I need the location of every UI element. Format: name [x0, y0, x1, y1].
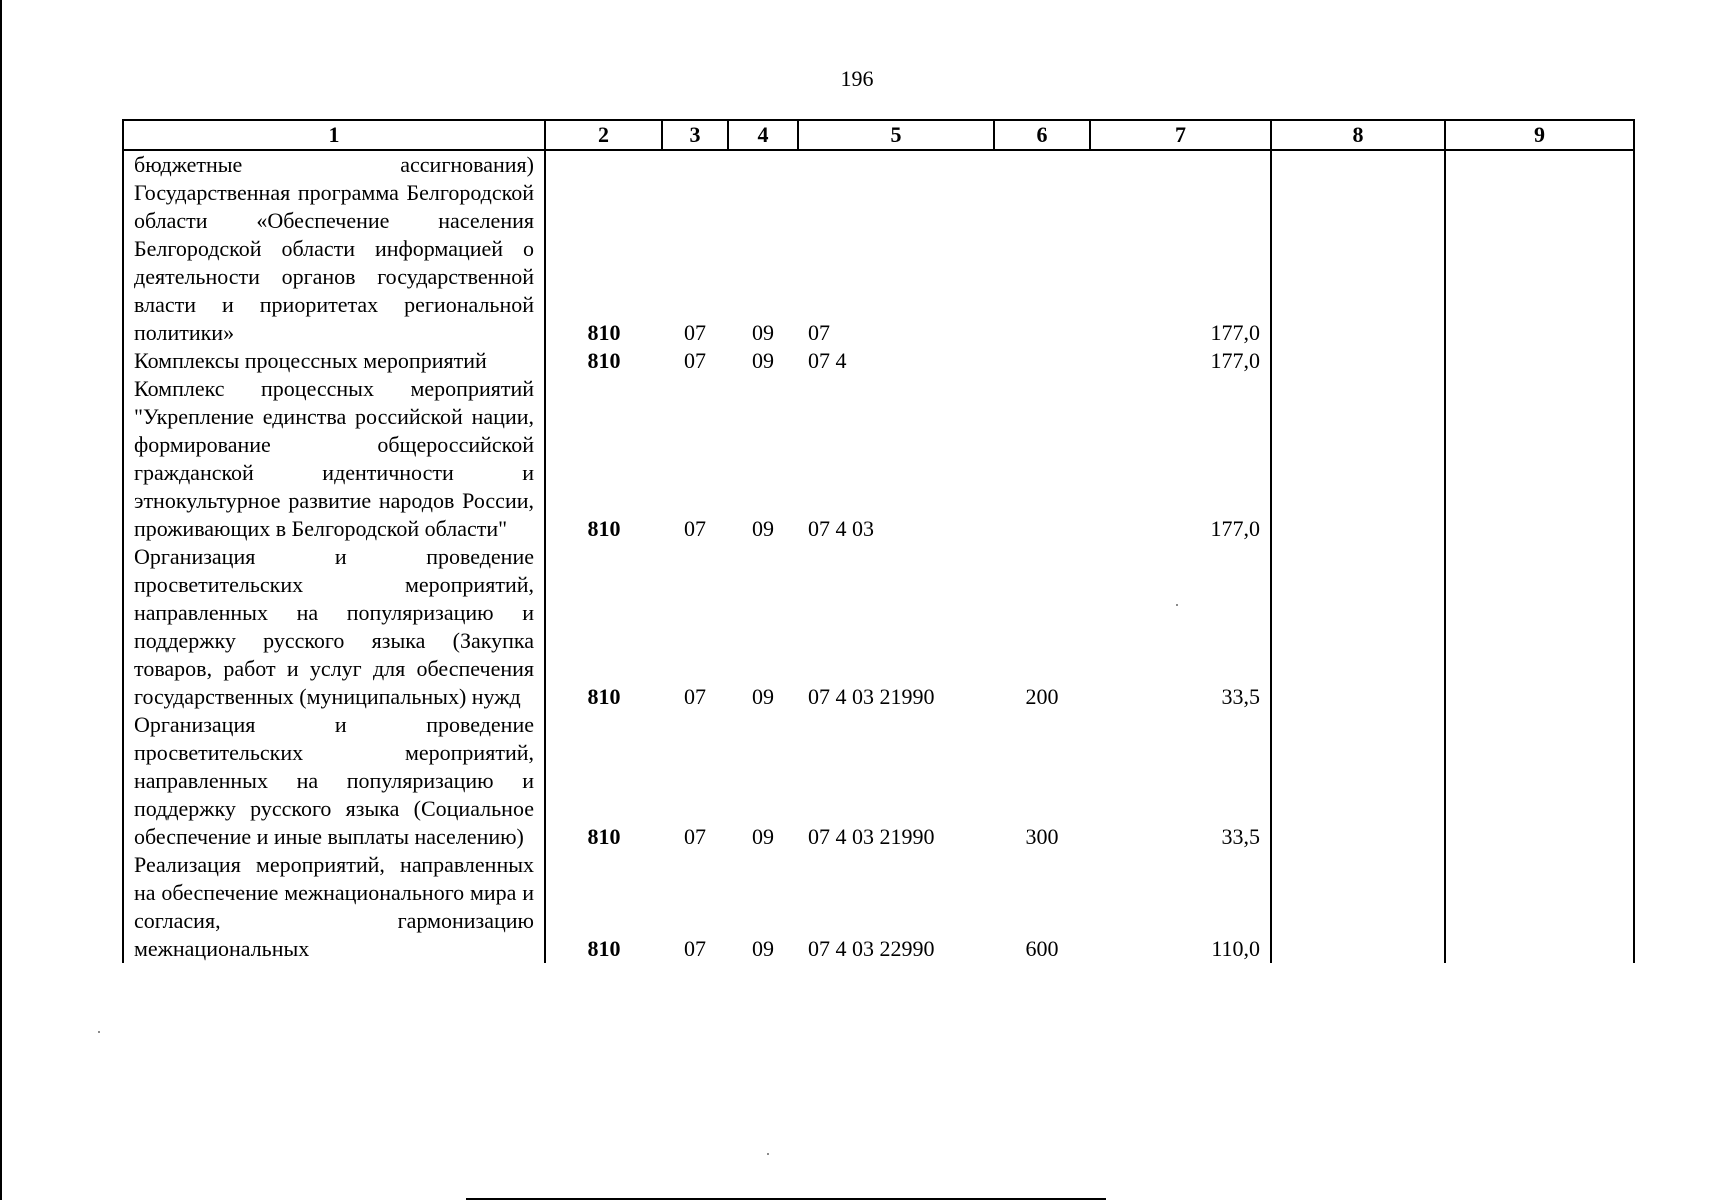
row-col-8 [1271, 711, 1445, 851]
row-target-code: 07 4 03 21990 [808, 824, 935, 849]
row-subsection [728, 150, 798, 179]
row-col-9 [1445, 711, 1634, 851]
table-row [123, 347, 1634, 375]
header-col-6: 6 [994, 120, 1090, 150]
row-col-8 [1271, 150, 1445, 179]
row-grbs [545, 150, 662, 179]
row-name: Комплекс процессных мероприятий "Укрепление единства российской нации, формирование общероссийской гражданской идентичности и этнокультурное развитие народов России, проживающих в Белгородской области" [123, 375, 545, 543]
row-subsection: 09 [752, 320, 774, 345]
row-amount: 177,0 [1090, 179, 1271, 347]
row-target-code: 07 4 03 [808, 516, 874, 541]
row-col-8 [1271, 851, 1445, 963]
row-target-code: 07 4 [808, 348, 847, 373]
header-col-5: 5 [798, 120, 994, 150]
row-target-code: 07 4 03 22990 [808, 936, 935, 961]
header-col-7: 7 [1090, 120, 1271, 150]
table-row [123, 375, 1634, 543]
row-col-9 [1445, 851, 1634, 963]
table-row [123, 179, 1634, 347]
row-section: 07 [684, 320, 706, 345]
row-amount: 33,5 [1090, 543, 1271, 711]
row-expense-type: 300 [1025, 824, 1059, 849]
row-grbs: 810 [587, 936, 621, 961]
row-section [662, 150, 728, 179]
row-expense-type [994, 150, 1090, 179]
header-col-4: 4 [728, 120, 798, 150]
page-number: 196 [840, 66, 874, 91]
row-name: Государственная программа Белгородской области «Обеспечение населения Белгородской области информацией о деятельности органов государственной власти и приоритетах региональной политики» [123, 179, 545, 347]
header-col-8: 8 [1271, 120, 1445, 150]
row-section: 07 [684, 684, 706, 709]
row-target-code [798, 150, 994, 179]
row-target-code: 07 4 03 21990 [808, 684, 935, 709]
row-expense-type: 200 [1025, 684, 1059, 709]
row-grbs: 810 [587, 824, 621, 849]
row-col-9 [1445, 150, 1634, 179]
row-col-9 [1445, 179, 1634, 347]
row-amount: 110,0 [1090, 851, 1271, 963]
row-amount [1090, 150, 1271, 179]
row-grbs: 810 [587, 516, 621, 541]
table-header [123, 120, 1634, 150]
row-section: 07 [684, 516, 706, 541]
row-col-8 [1271, 375, 1445, 543]
table-row [123, 543, 1634, 711]
row-section: 07 [684, 824, 706, 849]
table-row [123, 851, 1634, 963]
scan-speck [1176, 604, 1178, 606]
header-col-3: 3 [662, 120, 728, 150]
row-amount: 177,0 [1090, 347, 1271, 375]
row-subsection: 09 [752, 684, 774, 709]
row-subsection: 09 [752, 824, 774, 849]
row-subsection: 09 [752, 348, 774, 373]
budget-table [122, 119, 1635, 963]
row-grbs: 810 [587, 348, 621, 373]
header-col-1: 1 [123, 120, 545, 150]
row-grbs: 810 [587, 684, 621, 709]
row-expense-type [994, 179, 1090, 347]
table-row [123, 711, 1634, 851]
row-name: бюджетные ассигнования) [123, 150, 545, 179]
row-expense-type [994, 347, 1090, 375]
header-row [123, 120, 1634, 150]
row-col-9 [1445, 375, 1634, 543]
header-col-9: 9 [1445, 120, 1634, 150]
row-amount: 33,5 [1090, 711, 1271, 851]
row-name: Организация и проведение просветительских мероприятий, направленных на популяризацию и поддержку русского языка (Социальное обеспечение и иные выплаты населению) [123, 711, 545, 851]
row-subsection: 09 [752, 516, 774, 541]
header-col-2: 2 [545, 120, 662, 150]
row-name: Организация и проведение просветительских мероприятий, направленных на популяризацию и поддержку русского языка (Закупка товаров, работ и услуг для обеспечения государственных (муниципальных) нужд [123, 543, 545, 711]
row-expense-type: 600 [1025, 936, 1059, 961]
row-subsection: 09 [752, 936, 774, 961]
row-section: 07 [684, 936, 706, 961]
table-row [123, 150, 1634, 179]
row-col-8 [1271, 543, 1445, 711]
row-name: Реализация мероприятий, направленных на обеспечение межнационального мира и согласия, гармонизацию межнациональных [123, 851, 545, 963]
row-target-code: 07 [808, 320, 830, 345]
page-left-edge [0, 0, 2, 1200]
table-body [123, 150, 1634, 963]
row-section: 07 [684, 348, 706, 373]
row-col-9 [1445, 347, 1634, 375]
row-col-8 [1271, 179, 1445, 347]
row-col-8 [1271, 347, 1445, 375]
row-col-9 [1445, 543, 1634, 711]
scan-speck [767, 1153, 769, 1155]
scan-speck [98, 1031, 100, 1033]
row-amount: 177,0 [1090, 375, 1271, 543]
row-name: Комплексы процессных мероприятий [123, 347, 545, 375]
row-expense-type [994, 375, 1090, 543]
row-grbs: 810 [587, 320, 621, 345]
